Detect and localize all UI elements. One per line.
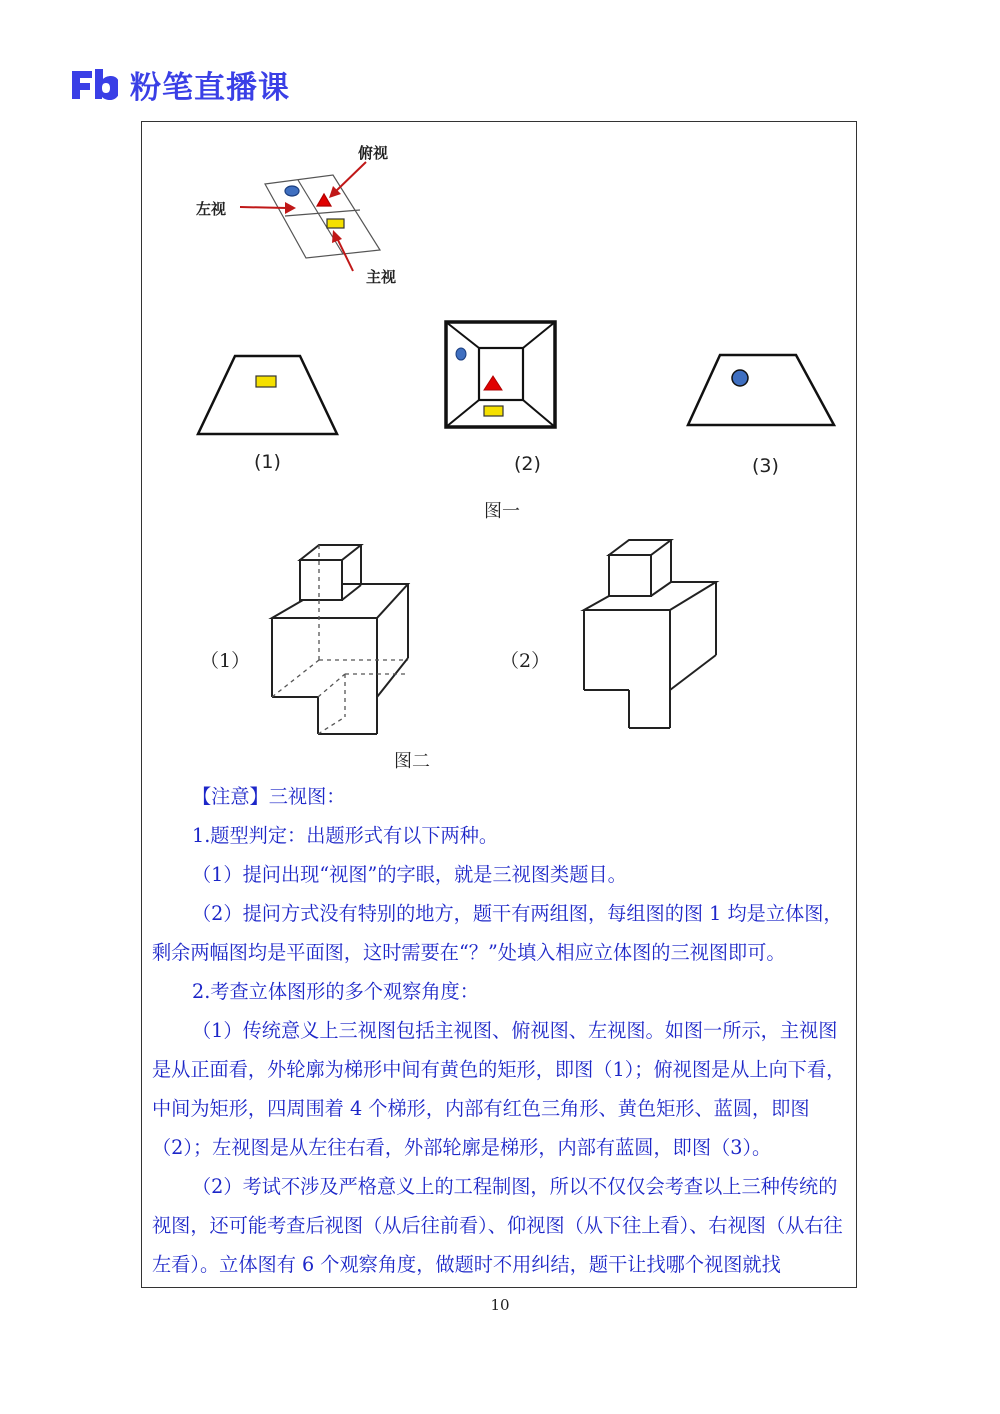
- blue-circle-icon: [456, 348, 466, 360]
- option-1-front-view: [198, 356, 337, 434]
- option-2-label: (2): [514, 453, 541, 475]
- option-1-label: (1): [254, 451, 281, 473]
- notes-paragraph-1: 1.题型判定：出题形式有以下两种。: [192, 824, 499, 847]
- option-3-label: (3): [752, 455, 779, 477]
- yellow-rect-icon: [327, 219, 344, 228]
- blue-circle-icon: [732, 370, 748, 386]
- fig2-option-2-label: （2）: [500, 650, 551, 672]
- option-3-left-view: [688, 355, 834, 425]
- figure1-caption: 图一: [484, 501, 520, 522]
- yellow-rect-icon: [484, 406, 503, 416]
- blue-circle-icon: [285, 186, 299, 196]
- fig2-option-1-label: （1）: [200, 650, 251, 672]
- solid-with-hidden-edges: [272, 545, 408, 734]
- notes-paragraph-6: （2）考试不涉及严格意义上的工程制图，所以不仅仅会考查以上三种传统的视图，还可能考查后视图（从后往前看）、仰视图（从下往上看）、右视图（从右往左看）。立体图有 6 个观察角度，做题时不用纠结，题干让找哪个视图就找: [152, 1175, 843, 1276]
- page-number: 10: [490, 1296, 510, 1314]
- label-front-view: 主视: [366, 268, 397, 286]
- red-triangle-icon: [484, 376, 502, 390]
- red-triangle-icon: [317, 194, 331, 206]
- figure2-caption: 图二: [394, 751, 430, 772]
- notes-heading: 【注意】三视图：: [192, 785, 346, 808]
- notes-paragraph-3: （2）提问方式没有特别的地方，题干有两组图，每组图的图 1 均是立体图，剩余两幅图均是平面图，这时需要在“？”处填入相应立体图的三视图即可。: [152, 902, 843, 964]
- brand-name: 粉笔直播课: [130, 69, 290, 106]
- notes-paragraph-5: （1）传统意义上三视图包括主视图、俯视图、左视图。如图一所示，主视图是从正面看，外轮廓为梯形中间有黄色的矩形，即图（1）；俯视图是从上向下看，中间为矩形，四周围着 4 个梯形，内部有红色三角形、黄色矩形、蓝圆，即图（2）；左视图是从左往右看，外部轮廓是梯形，内部有蓝圆，即图（3）。: [152, 1019, 846, 1159]
- view-diagram: [240, 162, 380, 271]
- notes-paragraph-4: 2.考查立体图形的多个观察角度：: [192, 980, 479, 1003]
- yellow-rect-icon: [256, 376, 276, 387]
- option-2-top-view: [446, 322, 555, 427]
- label-left-view: 左视: [196, 200, 227, 218]
- solid-opaque: [584, 540, 716, 728]
- notes-paragraph-2: （1）提问出现“视图”的字眼，就是三视图类题目。: [192, 863, 627, 886]
- label-top-view: 俯视: [358, 144, 389, 162]
